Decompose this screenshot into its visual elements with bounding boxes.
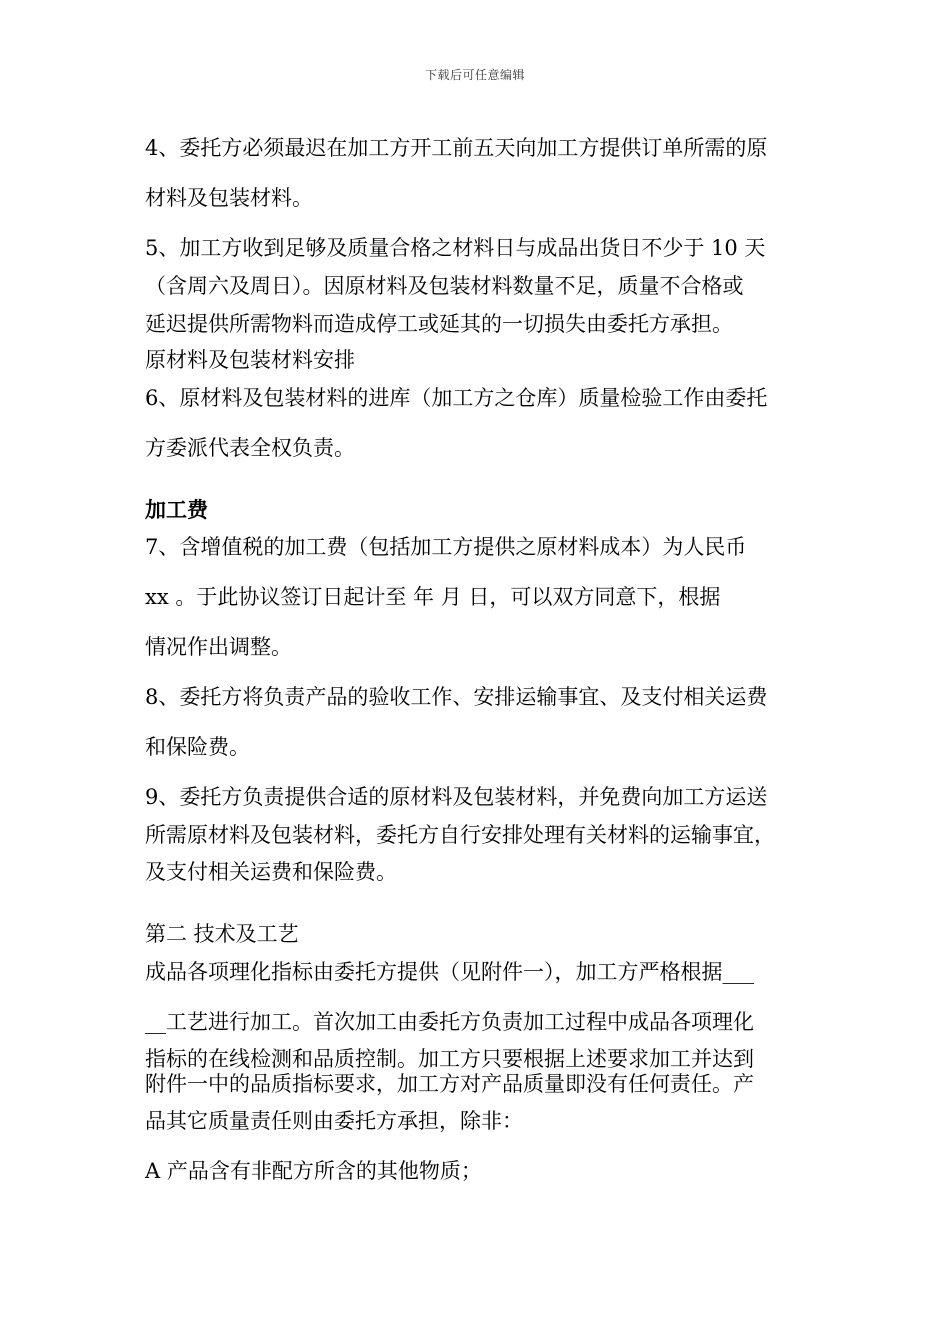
clause-7-line-3: 情况作出调整。 [145, 635, 292, 659]
clause-8-line-2: 和保险费。 [145, 735, 250, 759]
clause-9-line-2: 所需原材料及包装材料，委托方自行安排处理有关材料的运输事宜， [145, 823, 775, 847]
clause-7-line-2: xx 。于此协议签订日起计至 年 月 日，可以双方同意下，根据 [145, 585, 721, 609]
clause-9-line-1: 9、委托方负责提供合适的原材料及包装材料，并免费向加工方运送 [145, 785, 768, 809]
clause-6-line-2: 方委派代表全权负责。 [145, 436, 355, 460]
section-heading-processing-fee: 加工费 [145, 497, 208, 522]
section-heading-technology: 第二 技术及工艺 [145, 922, 299, 946]
clause-8-line-1: 8、委托方将负责产品的验收工作、安排运输事宜、及支付相关运费 [145, 685, 768, 709]
technology-para-line-4: 附件一中的品质指标要求，加工方对产品质量即没有任何责任。产 [145, 1072, 754, 1096]
section-heading-materials: 原材料及包装材料安排 [145, 348, 355, 372]
technology-para-line-2: __工艺进行加工。首次加工由委托方负责加工过程中成品各项理化 [145, 1010, 754, 1034]
technology-para-line-3: 指标的在线检测和品质控制。加工方只要根据上述要求加工并达到 [145, 1047, 754, 1071]
technology-para-line-1: 成品各项理化指标由委托方提供（见附件一），加工方严格根据___ [145, 960, 754, 984]
clause-5-line-2: （含周六及周日）。因原材料及包装材料数量不足，质量不合格或 [145, 274, 744, 298]
clause-4-line-2: 材料及包装材料。 [145, 186, 313, 210]
clause-9-line-3: 及支付相关运费和保险费。 [145, 860, 397, 884]
clause-5-line-3: 延迟提供所需物料而造成停工或延其的一切损失由委托方承担。 [145, 312, 733, 336]
technology-para-line-5: 品其它质量责任则由委托方承担，除非： [145, 1109, 523, 1133]
clause-4-line-1: 4、委托方必须最迟在加工方开工前五天向加工方提供订单所需的原 [145, 136, 768, 160]
clause-6-line-1: 6、原材料及包装材料的进库（加工方之仓库）质量检验工作由委托 [145, 386, 768, 410]
clause-5-line-1: 5、加工方收到足够及质量合格之材料日与成品出货日不少于 10 天 [145, 236, 766, 260]
page-header-note: 下载后可任意编辑 [424, 68, 525, 82]
clause-7-line-1: 7、含增值税的加工费（包括加工方提供之原材料成本）为人民币 [145, 535, 747, 559]
exception-item-a: A 产品含有非配方所含的其他物质； [145, 1159, 482, 1183]
